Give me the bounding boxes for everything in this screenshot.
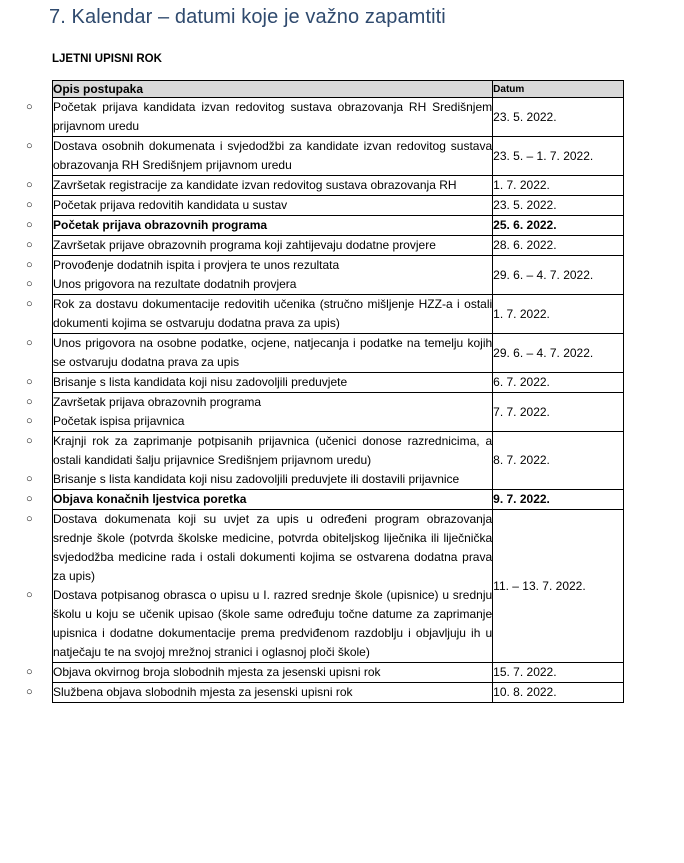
row-date: 29. 6. – 4. 7. 2022.: [493, 256, 624, 295]
table-row: [53, 216, 624, 236]
list-item: ○ Dostava dokumenata koji su uvjet za upis u određeni program obrazovanja srednje škole (potvrda školske medicine, potvrda obiteljskog liječnika ili liječnička svjedodžba medicine rada i ostali dokumenti kojima se ostvarena dodatna prava za upis): [53, 510, 492, 586]
table-row: [53, 98, 624, 137]
list-item: ○ Dostava potpisanog obrasca o upisu u I. razred srednje škole (upisnice) u srednju školu u koju se učenik upisao (škole same određuju točne datume za zaprimanje upisnica i dodatne dokumentacije prema predviđenom razdoblju i objavljuju ih u natječaju te na svojoj mrežnoj stranici i oglasnoj ploči škole): [53, 586, 492, 662]
row-description: [53, 373, 493, 393]
row-description: [53, 432, 493, 490]
table-row: [53, 373, 624, 393]
table-body: [53, 98, 624, 703]
list-item: ○ Početak prijava kandidata izvan redovitog sustava obrazovanja RH Središnjem prijavnom uredu: [53, 98, 492, 136]
row-date: 1. 7. 2022.: [493, 295, 624, 334]
table-row: [53, 490, 624, 510]
table-row: [53, 236, 624, 256]
row-date: 11. – 13. 7. 2022.: [493, 510, 624, 663]
row-description: [53, 216, 493, 236]
table-row: [53, 663, 624, 683]
table-row: [53, 256, 624, 295]
list-item: ○ Završetak prijava obrazovnih programa: [53, 393, 492, 412]
row-date: 7. 7. 2022.: [493, 393, 624, 432]
table-row: [53, 510, 624, 663]
list-item: ○ Početak prijava obrazovnih programa: [53, 216, 492, 235]
table-row: [53, 334, 624, 373]
table-row: [53, 393, 624, 432]
row-description: [53, 663, 493, 683]
list-item: ○ Dostava osobnih dokumenata i svjedodžbi za kandidate izvan redovitog sustava obrazovanja RH Središnjem prijavnom uredu: [53, 137, 492, 175]
list-item: ○ Početak ispisa prijavnica: [53, 412, 492, 431]
row-date: 10. 8. 2022.: [493, 683, 624, 703]
row-date: 23. 5. 2022.: [493, 196, 624, 216]
row-description: [53, 176, 493, 196]
table-row: [53, 683, 624, 703]
row-description: [53, 334, 493, 373]
row-date: 9. 7. 2022.: [493, 490, 624, 510]
row-description: [53, 236, 493, 256]
page-title: 7. Kalendar – datumi koje je važno zapamtiti: [49, 6, 446, 28]
row-date: 29. 6. – 4. 7. 2022.: [493, 334, 624, 373]
schedule-table: [52, 80, 624, 703]
header-date: Datum: [493, 81, 624, 98]
list-item: ○ Unos prigovora na rezultate dodatnih provjera: [53, 275, 492, 294]
list-item: ○ Brisanje s lista kandidata koji nisu zadovoljili preduvjete: [53, 373, 492, 392]
list-item: ○ Završetak registracije za kandidate izvan redovitog sustava obrazovanja RH: [53, 176, 492, 195]
table-row: [53, 295, 624, 334]
row-description: [53, 295, 493, 334]
list-item: ○ Objava konačnih ljestvica poretka: [53, 490, 492, 509]
row-date: 6. 7. 2022.: [493, 373, 624, 393]
table-header-row: [53, 81, 624, 98]
row-date: 25. 6. 2022.: [493, 216, 624, 236]
list-item: ○ Objava okvirnog broja slobodnih mjesta za jesenski upisni rok: [53, 663, 492, 682]
list-item: ○ Rok za dostavu dokumentacije redovitih učenika (stručno mišljenje HZZ-a i ostali dokumenti kojima se ostvaruju dodatna prava za upis): [53, 295, 492, 333]
row-description: [53, 683, 493, 703]
table-row: [53, 432, 624, 490]
list-item: ○ Provođenje dodatnih ispita i provjera te unos rezultata: [53, 256, 492, 275]
row-description: [53, 137, 493, 176]
section-title: LJETNI UPISNI ROK: [52, 53, 162, 65]
row-date: 23. 5. 2022.: [493, 98, 624, 137]
row-description: [53, 510, 493, 663]
row-description: [53, 196, 493, 216]
table-row: [53, 196, 624, 216]
list-item: ○ Unos prigovora na osobne podatke, ocjene, natjecanja i podatke na temelju kojih se ostvaruju dodatna prava za upis: [53, 334, 492, 372]
row-description: [53, 98, 493, 137]
table-row: [53, 137, 624, 176]
row-description: [53, 490, 493, 510]
header-description: Opis postupaka: [53, 81, 493, 98]
list-item: ○ Završetak prijave obrazovnih programa koji zahtijevaju dodatne provjere: [53, 236, 492, 255]
list-item: ○ Službena objava slobodnih mjesta za jesenski upisni rok: [53, 683, 492, 702]
row-date: 1. 7. 2022.: [493, 176, 624, 196]
list-item: ○ Krajnji rok za zaprimanje potpisanih prijavnica (učenici donose razrednicima, a ostali kandidati šalju prijavnice Središnjem prijavnom uredu): [53, 432, 492, 470]
row-description: [53, 393, 493, 432]
list-item: ○ Brisanje s lista kandidata koji nisu zadovoljili preduvjete ili dostavili prijavnice: [53, 470, 492, 489]
list-item: ○ Početak prijava redovitih kandidata u sustav: [53, 196, 492, 215]
row-date: 23. 5. – 1. 7. 2022.: [493, 137, 624, 176]
row-date: 8. 7. 2022.: [493, 432, 624, 490]
row-date: 28. 6. 2022.: [493, 236, 624, 256]
table-row: [53, 176, 624, 196]
row-date: 15. 7. 2022.: [493, 663, 624, 683]
row-description: [53, 256, 493, 295]
